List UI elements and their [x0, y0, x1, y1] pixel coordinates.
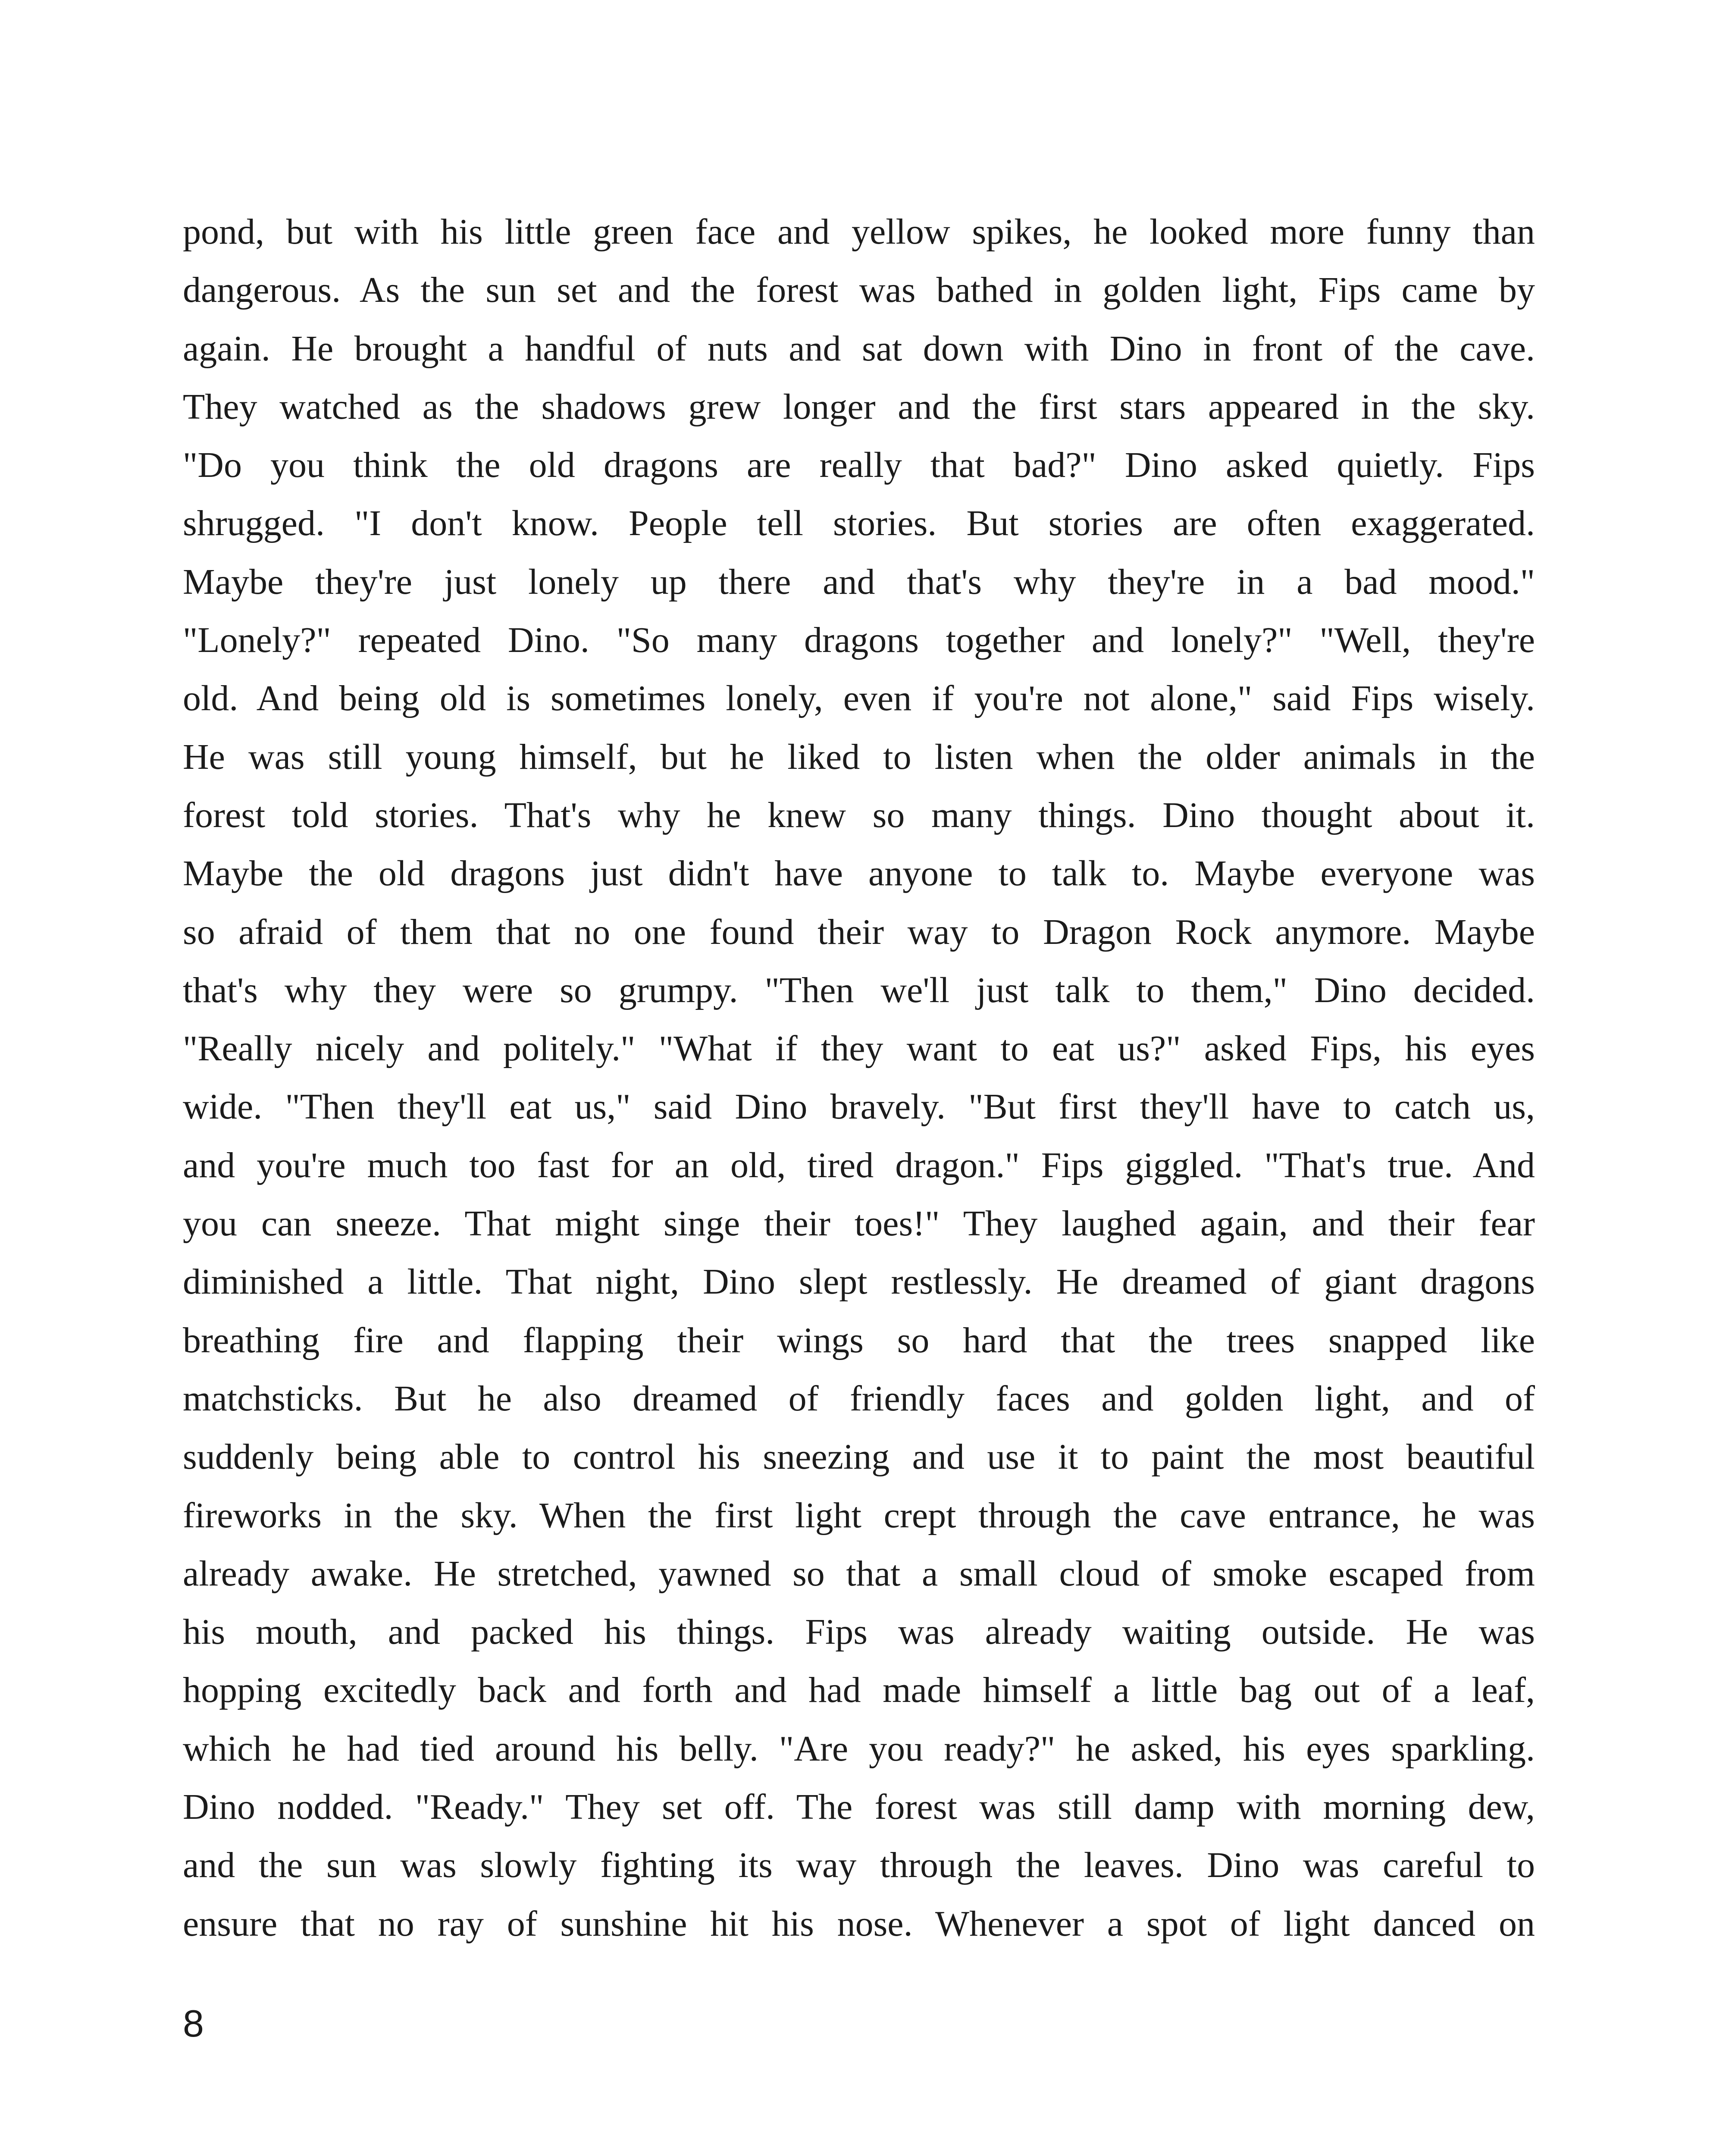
- text-line: so afraid of them that no one found their way to Dragon Rock anymore. Maybe: [183, 912, 1535, 952]
- text-line: his mouth, and packed his things. Fips was already waiting outside. He was: [183, 1612, 1535, 1652]
- text-line: forest told stories. That's why he knew so many things. Dino thought about it.: [183, 795, 1535, 835]
- text-line: "Lonely?" repeated Dino. "So many dragons together and lonely?" "Well, they're: [183, 620, 1535, 661]
- body-text: [183, 203, 1535, 1953]
- text-line: matchsticks. But he also dreamed of friendly faces and golden light, and of: [183, 1378, 1535, 1419]
- text-line: suddenly being able to control his sneezing and use it to paint the most beautiful: [183, 1437, 1535, 1477]
- text-line: Maybe the old dragons just didn't have anyone to talk to. Maybe everyone was: [183, 853, 1535, 894]
- text-line: Maybe they're just lonely up there and that's why they're in a bad mood.": [183, 561, 1535, 602]
- text-line: Dino nodded. "Ready." They set off. The forest was still damp with morning dew,: [183, 1787, 1535, 1827]
- text-line: old. And being old is sometimes lonely, even if you're not alone," said Fips wisely.: [183, 678, 1535, 719]
- text-line: already awake. He stretched, yawned so that a small cloud of smoke escaped from: [183, 1553, 1535, 1594]
- text-line: and you're much too fast for an old, tired dragon." Fips giggled. "That's true. And: [183, 1145, 1535, 1185]
- text-line: which he had tied around his belly. "Are you ready?" he asked, his eyes sparkling.: [183, 1728, 1535, 1769]
- text-line: diminished a little. That night, Dino slept restlessly. He dreamed of giant dragons: [183, 1262, 1535, 1302]
- text-line: and the sun was slowly fighting its way through the leaves. Dino was careful to: [183, 1845, 1535, 1886]
- text-line: He was still young himself, but he liked to listen when the older animals in the: [183, 736, 1535, 777]
- text-line: fireworks in the sky. When the first light crept through the cave entrance, he was: [183, 1495, 1535, 1536]
- text-line: hopping excitedly back and forth and had made himself a little bag out of a leaf,: [183, 1670, 1535, 1711]
- text-line: breathing fire and flapping their wings so hard that the trees snapped like: [183, 1320, 1535, 1360]
- text-line: ensure that no ray of sunshine hit his nose. Whenever a spot of light danced on: [183, 1903, 1535, 1944]
- text-line: wide. "Then they'll eat us," said Dino bravely. "But first they'll have to catch us,: [183, 1087, 1535, 1127]
- page-number: 8: [183, 2002, 204, 2045]
- text-line: pond, but with his little green face and yellow spikes, he looked more funny than: [183, 212, 1535, 252]
- text-line: "Really nicely and politely." "What if they want to eat us?" asked Fips, his eyes: [183, 1028, 1535, 1069]
- text-line: that's why they were so grumpy. "Then we'll just talk to them," Dino decided.: [183, 970, 1535, 1010]
- text-line: shrugged. "I don't know. People tell stories. But stories are often exaggerated.: [183, 503, 1535, 544]
- text-line: "Do you think the old dragons are really that bad?" Dino asked quietly. Fips: [183, 445, 1535, 486]
- text-line: dangerous. As the sun set and the forest was bathed in golden light, Fips came by: [183, 270, 1535, 310]
- text-line: you can sneeze. That might singe their toes!" They laughed again, and their fear: [183, 1203, 1535, 1244]
- text-line: again. He brought a handful of nuts and sat down with Dino in front of the cave.: [183, 328, 1535, 369]
- text-line: They watched as the shadows grew longer and the first stars appeared in the sky.: [183, 386, 1535, 427]
